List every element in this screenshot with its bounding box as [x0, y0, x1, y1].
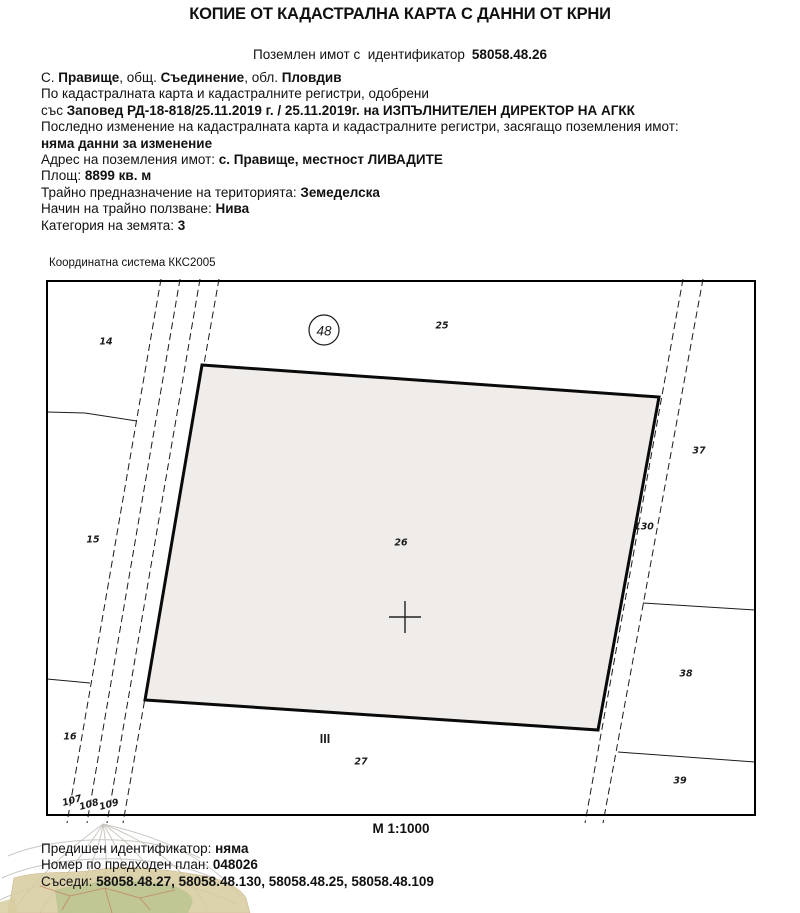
value-text: няма [215, 841, 249, 856]
label-text: Начин на трайно ползване: [41, 201, 216, 217]
label-text: Номер по предходен план: [41, 857, 213, 873]
info-line [41, 103, 679, 119]
parcel-identifier: 58058.48.26 [471, 47, 547, 62]
info-line [41, 168, 679, 184]
footer-line [41, 841, 434, 857]
value-text: Правище [58, 70, 120, 85]
parcel-number-label: 15 [86, 534, 100, 546]
label-text: Съседи: [41, 873, 97, 889]
value-text: няма данни за изменение [41, 135, 213, 151]
parcel-number-label: 25 [435, 320, 449, 332]
category-roman-numeral: III [319, 732, 331, 746]
parcel-boundary-line [47, 679, 90, 683]
parcel-number-label: 107 [60, 793, 84, 809]
road-boundary-dashed-line [67, 279, 161, 823]
label-text: По кадастралната карта и кадастралните регистри, одобрени [41, 86, 429, 102]
parcel-number-label: 39 [673, 775, 687, 787]
info-line [41, 119, 679, 135]
value-text: Заповед РД-18-818/25.11.2019 г. / 25.11.2019г. на ИЗПЪЛНИТЕЛЕН ДИРЕКТОР НА АГКК [66, 102, 635, 118]
value-text: 58058.48.27, 58058.48.130, 58058.48.25, 58058.48.109 [96, 873, 434, 889]
cadastral-map [45, 279, 757, 825]
info-line [41, 136, 679, 152]
label-text: , обл. [244, 70, 282, 85]
info-line [41, 201, 679, 217]
value-text: 048026 [212, 857, 258, 873]
value-text: Съединение [160, 70, 245, 85]
label-text: , общ. [119, 70, 161, 85]
parcel-number-label: 37 [692, 445, 706, 457]
map-scale-label: М 1:1000 [372, 821, 430, 836]
property-info-block [41, 70, 679, 234]
info-line [41, 218, 679, 234]
value-text: Земеделска [300, 184, 380, 200]
label-text: Последно изменение на кадастралната карта и кадастралните регистри, засягащо поземления имот: [41, 119, 679, 135]
parcel-boundary-line [643, 603, 755, 610]
document-footer-block [41, 841, 434, 890]
value-text: Нива [215, 201, 250, 217]
parcel-number-label: 130 [634, 521, 654, 533]
parcel-boundary-line [618, 752, 755, 762]
info-line [41, 185, 679, 201]
label-text: Площ: [41, 168, 85, 184]
label-text: С. [41, 70, 59, 85]
footer-line [41, 857, 434, 873]
document-subtitle [0, 47, 800, 62]
label-text: със [41, 102, 67, 118]
parcel-number-label: 27 [354, 756, 368, 768]
subtitle-label: Поземлен имот с идентификатор [253, 47, 465, 62]
subject-parcel-number: 26 [394, 537, 408, 549]
road-boundary-dashed-line [87, 279, 180, 823]
cadastral-region-number: 48 [316, 323, 332, 339]
footer-line [41, 874, 434, 890]
value-text: Пловдив [281, 70, 342, 85]
label-text: Категория на земята: [41, 217, 178, 233]
parcel-number-label: 108 [77, 797, 101, 813]
label-text: Трайно предназначение на територията: [41, 184, 301, 200]
label-text: Адрес на поземления имот: [41, 152, 219, 168]
parcel-number-label: 109 [97, 797, 121, 813]
parcel-number-label: 38 [679, 668, 693, 680]
parcel-boundary-line [47, 412, 137, 421]
info-line [41, 70, 679, 86]
value-text: 8899 кв. м [84, 168, 152, 184]
label-text: Предишен идентификатор: [41, 841, 216, 856]
parcel-number-label: 16 [63, 731, 77, 743]
info-line [41, 152, 679, 168]
info-line [41, 86, 679, 102]
parcel-number-label: 14 [99, 336, 113, 348]
value-text: с. Правище, местност ЛИВАДИТЕ [218, 152, 443, 168]
value-text: 3 [177, 217, 186, 233]
coordinate-system-label: Координатна система ККС2005 [49, 257, 216, 269]
document-title: КОПИЕ ОТ КАДАСТРАЛНА КАРТА С ДАННИ ОТ КРНИ [189, 5, 611, 23]
